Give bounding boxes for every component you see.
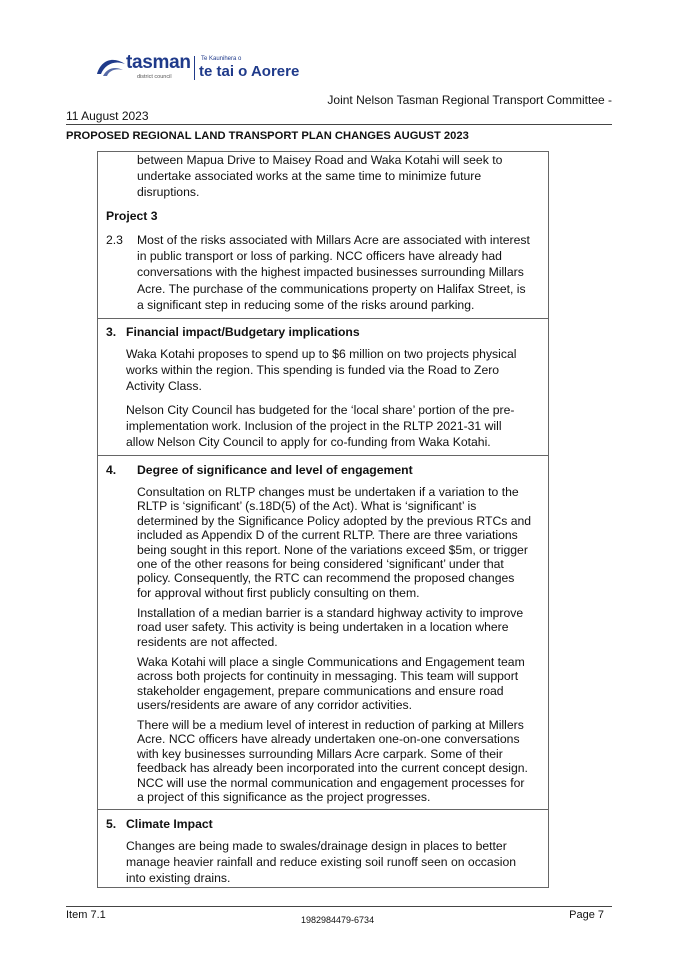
text-line: Most of the risks associated with Millars Acre are associated with interest [137,233,530,247]
swoosh-icon [95,54,127,80]
text-line: residents are not affected. [137,634,278,649]
text-line: policy. Consequently, the RTC can recommend the proposed changes [137,571,515,586]
continued-paragraph [137,152,502,201]
logo-subtitle: district council [137,74,172,80]
section-4-paragraph-2 [137,606,523,649]
text-line: stakeholder engagement, prepare communications and ensure road [137,683,504,698]
text-line: Acre. The purchase of the communications property on Halifax Street, is [137,281,526,296]
text-line: Waka Kotahi will place a single Communications and Engagement team [137,655,525,669]
text-line: between Mapua Drive to Maisey Road and Waka Kotahi will seek to [137,153,503,167]
text-line: a project of this significance as the project progresses. [137,790,431,805]
tasman-logo [95,50,305,84]
logo-maori-small: Te Kaunihera o [201,56,242,62]
text-line: Activity Class. [126,379,202,394]
section-3-heading: Financial impact/Budgetary implications [126,325,360,339]
text-line: allow Nelson City Council to apply for co-funding from Waka Kotahi. [126,435,491,450]
text-line: into existing drains. [126,871,231,886]
row-divider [98,455,548,456]
section-5-heading: Climate Impact [126,817,213,831]
text-line: RLTP is ‘significant’ (s.18D(5) of the Act). What is ‘significant’ is [137,499,477,514]
text-line: for approval without first publicly consulting on them. [137,585,420,600]
paragraph-number: 2.3 [106,233,123,247]
section-3-paragraph-2 [126,402,514,451]
section-4-paragraph-4 [137,718,528,804]
logo-maori-name: te tai o Aorere [199,63,300,80]
row-divider [98,318,548,319]
text-line: across both projects for continuity in messaging. This team will support [137,669,519,684]
footer-page-number: Page 7 [569,909,604,921]
section-4-number: 4. [106,463,117,477]
section-3-number: 3. [106,325,117,339]
section-3-paragraph-1 [126,346,516,395]
project-3-paragraph [137,232,530,313]
text-line: users/residents are aware of any corridor activities. [137,698,413,713]
document-title: PROPOSED REGIONAL LAND TRANSPORT PLAN CHANGES AUGUST 2023 [66,130,469,142]
header-rule [66,124,612,125]
row-divider [98,809,548,810]
text-line: Changes are being made to swales/drainage design in places to better [126,839,507,853]
text-line: implementation work. Inclusion of the project in the RLTP 2021-31 will [126,419,502,434]
text-line: disruptions. [137,185,200,200]
text-line: road user safety. This activity is being undertaken in a location where [137,620,509,635]
section-5-paragraph-1 [126,838,516,887]
text-line: NCC will use the normal communication and engagement processes for [137,775,525,790]
section-5-number: 5. [106,817,117,831]
text-line: Waka Kotahi proposes to spend up to $6 million on two projects physical [126,347,517,361]
text-line: There will be a medium level of interest in reduction of parking at Millers [137,718,524,732]
text-line: Consultation on RLTP changes must be undertaken if a variation to the [137,485,519,499]
section-4-paragraph-3 [137,655,525,713]
meeting-date: 11 August 2023 [66,109,149,123]
project-3-heading: Project 3 [106,209,158,223]
text-line: a significant step in reducing some of the risks around parking. [137,297,475,312]
footer-item: Item 7.1 [66,909,106,921]
section-4-paragraph-1 [137,485,531,600]
text-line: included as Appendix D of the current RLTP. There are three variations [137,528,518,543]
footer-rule [66,906,612,907]
text-line: being sought in this report. None of the variations exceed $5m, or trigger [137,542,528,557]
text-line: works within the region. This spending is funded via the Road to Zero [126,363,500,378]
section-4-heading: Degree of significance and level of engagement [137,463,413,477]
text-line: one of the other reasons for being considered ‘significant’ under that [137,557,504,572]
text-line: in public transport or loss of parking. NCC officers have already had [137,249,502,264]
text-line: determined by the Significance Policy adopted by the previous RTCs and [137,513,532,528]
content-table [97,151,549,888]
text-line: Nelson City Council has budgeted for the ‘local share’ portion of the pre- [126,403,515,417]
meeting-name: Joint Nelson Tasman Regional Transport Committee - [327,93,612,107]
footer-document-id: 1982984479-6734 [301,915,375,925]
text-line: Installation of a median barrier is a standard highway activity to improve [137,606,524,620]
text-line: with key businesses surrounding Millars Acre carpark. Some of their [137,746,503,761]
text-line: manage heavier rainfall and reduce existing soil runoff seen on occasion [126,855,517,870]
text-line: feedback has already been incorporated into the current concept design. [137,761,528,776]
text-line: undertake associated works at the same time to minimize future [137,169,482,184]
text-line: Acre. NCC officers have already undertaken one-on-one conversations [137,732,520,747]
logo-name: tasman [126,52,191,73]
logo-divider [194,56,195,80]
text-line: conversations with the highest impacted businesses surrounding Millars [137,265,524,280]
